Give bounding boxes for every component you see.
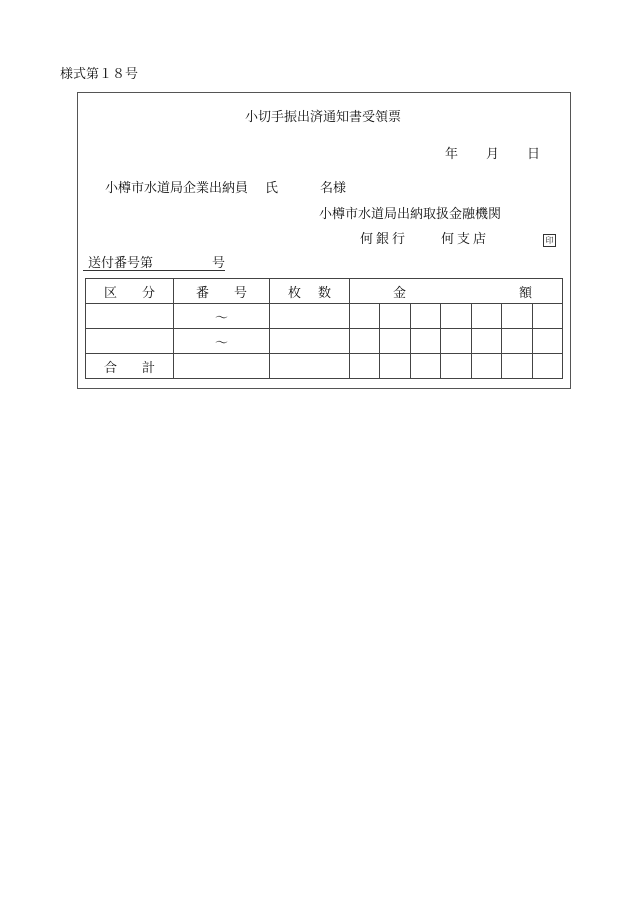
amount-digit-cell bbox=[350, 304, 380, 329]
transmittal-underline bbox=[83, 270, 225, 271]
amount-digit-cell bbox=[502, 329, 533, 354]
recipient-name: 小樽市水道局企業出納員 bbox=[105, 181, 249, 196]
amount-digit-cell bbox=[502, 304, 533, 329]
amount-digit-cell bbox=[472, 304, 502, 329]
amount-digit-cell bbox=[533, 329, 563, 354]
detail-table bbox=[85, 278, 563, 379]
branch-name: 何支店 bbox=[441, 232, 490, 247]
total-number-cell bbox=[174, 354, 270, 379]
bank-name: 何銀行 bbox=[360, 232, 409, 247]
document-title: 小切手振出済通知書受領票 bbox=[245, 110, 402, 125]
sender-name-label: 名様 bbox=[320, 181, 347, 196]
sender-organization: 小樽市水道局出納取扱金融機関 bbox=[319, 207, 502, 222]
date-year-label: 年 bbox=[445, 147, 459, 162]
row-number-cell: ～ bbox=[174, 329, 270, 354]
amount-digit-cell bbox=[472, 354, 502, 379]
amount-digit-cell bbox=[350, 329, 380, 354]
amount-digit-cell bbox=[472, 329, 502, 354]
amount-digit-cell bbox=[380, 354, 411, 379]
amount-digit-cell bbox=[533, 354, 563, 379]
table-row bbox=[86, 304, 563, 329]
row-number-cell: ～ bbox=[174, 304, 270, 329]
header-count: 枚 数 bbox=[270, 279, 350, 304]
transmittal-number-suffix: 号 bbox=[212, 256, 226, 271]
seal-mark-icon: 印 bbox=[543, 234, 556, 247]
row-category-cell bbox=[86, 304, 174, 329]
header-category: 区 分 bbox=[86, 279, 174, 304]
recipient-honorific: 氏 bbox=[265, 181, 279, 196]
amount-digit-cell bbox=[502, 354, 533, 379]
amount-digit-cell bbox=[441, 329, 472, 354]
amount-digit-cell bbox=[441, 304, 472, 329]
total-count-cell bbox=[270, 354, 350, 379]
form-number: 様式第１８号 bbox=[60, 67, 139, 82]
table-row bbox=[86, 329, 563, 354]
row-count-cell bbox=[270, 304, 350, 329]
row-count-cell bbox=[270, 329, 350, 354]
transmittal-number-label: 送付番号第 bbox=[88, 256, 154, 271]
amount-digit-cell bbox=[380, 329, 411, 354]
amount-digit-cell bbox=[441, 354, 472, 379]
date-month-label: 月 bbox=[486, 147, 500, 162]
total-label: 合 計 bbox=[86, 354, 174, 379]
amount-digit-cell bbox=[411, 304, 441, 329]
amount-digit-cell bbox=[411, 354, 441, 379]
amount-digit-cell bbox=[533, 304, 563, 329]
table-header-row bbox=[86, 279, 563, 304]
row-category-cell bbox=[86, 329, 174, 354]
amount-digit-cell bbox=[350, 354, 380, 379]
amount-digit-cell bbox=[411, 329, 441, 354]
header-number: 番 号 bbox=[174, 279, 270, 304]
total-row bbox=[86, 354, 563, 379]
amount-digit-cell bbox=[380, 304, 411, 329]
date-day-label: 日 bbox=[527, 147, 541, 162]
header-amount: 金 額 bbox=[350, 279, 563, 304]
